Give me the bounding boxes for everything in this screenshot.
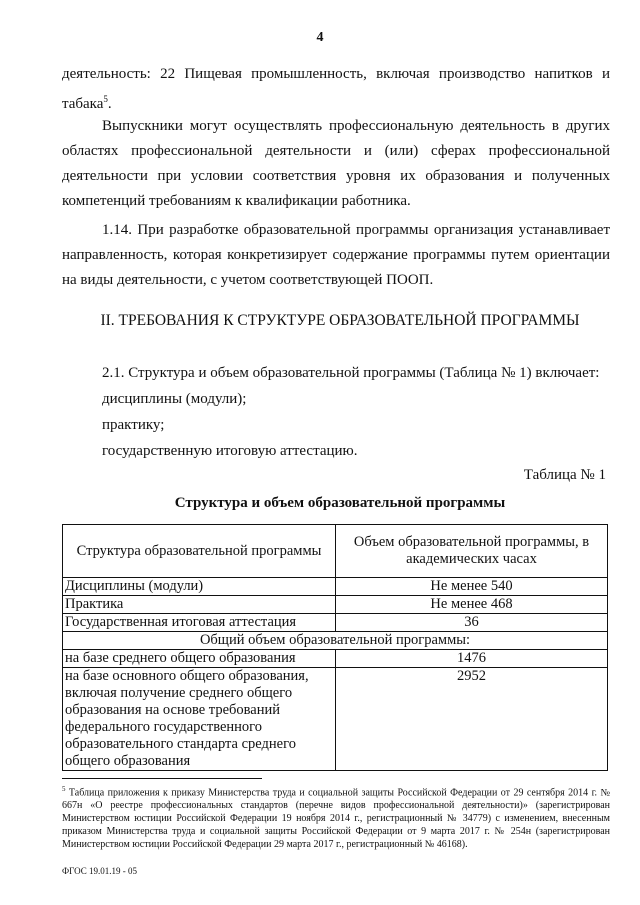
- structure-table: [62, 524, 608, 771]
- table-total-heading: Общий объем образовательной программы:: [63, 632, 608, 650]
- footnote-divider: [62, 778, 262, 779]
- table-cell-name: на базе среднего общего образования: [63, 650, 336, 668]
- table-cell-value: 36: [336, 614, 608, 632]
- footnote: [62, 783, 610, 851]
- table-total-heading-row: [63, 632, 608, 650]
- list-intro: 2.1. Структура и объем образовательной программы (Таблица № 1) включает:: [102, 365, 600, 381]
- table-label: Таблица № 1: [523, 467, 606, 483]
- table-cell-name: Практика: [63, 596, 336, 614]
- table-cell-name: Государственная итоговая аттестация: [63, 614, 336, 632]
- paragraph-continuation-text: деятельность: 22 Пищевая промышленность, включая производство напитков и табака: [62, 66, 610, 112]
- table-cell-value: 1476: [336, 650, 608, 668]
- table-title: Структура и объем образовательной программы: [174, 495, 506, 511]
- table-row: [63, 650, 608, 668]
- footnote-mark: 5: [62, 785, 66, 793]
- paragraph-continuation-end: .: [107, 96, 112, 112]
- table-cell-value: 2952: [336, 668, 608, 771]
- table-row: [63, 614, 608, 632]
- list-item-attestation: государственную итоговую аттестацию.: [102, 443, 358, 459]
- section-heading: II. ТРЕБОВАНИЯ К СТРУКТУРЕ ОБРАЗОВАТЕЛЬНОЙ ПРОГРАММЫ: [100, 312, 580, 329]
- paragraph-1-14: 1.14. При разработке образовательной программы организация устанавливает направленность, которая конкретизирует содержание программы путем ориентации на виды деятельности, с учетом соответствующей ПООП.: [62, 222, 610, 288]
- table-header-volume: Объем образовательной программы, в академических часах: [336, 525, 608, 578]
- list-item-disciplines: дисциплины (модули);: [102, 391, 247, 407]
- document-code: ФГОС 19.01.19 - 05: [62, 866, 137, 876]
- table-cell-name: Дисциплины (модули): [63, 578, 336, 596]
- table-header-row: [63, 525, 608, 578]
- table-row: [63, 596, 608, 614]
- paragraph-continuation: [62, 62, 610, 117]
- table-row: [63, 578, 608, 596]
- page-number: 4: [316, 30, 324, 45]
- table-cell-value: Не менее 540: [336, 578, 608, 596]
- footnote-reference: 5: [103, 94, 108, 104]
- list-item-practice: практику;: [102, 417, 165, 433]
- table-cell-value: Не менее 468: [336, 596, 608, 614]
- table-header-structure: Структура образовательной программы: [63, 525, 336, 578]
- table-row: [63, 668, 608, 771]
- paragraph-graduates: Выпускники могут осуществлять профессиональную деятельность в других областях профессиональной деятельности и (или) сферах профессиональной деятельности при условии соответствия уровня их образования и полученных компетенций требованиям к квалификации работника.: [62, 118, 610, 209]
- table-cell-name: на базе основного общего образования, включая получение среднего общего образования на основе требований федерального государственного образовательного стандарта среднего общего образования: [63, 668, 336, 771]
- footnote-text: Таблица приложения к приказу Министерства труда и социальной защиты Российской Федерации от 29 сентября 2014 г. № 667н «О реестре профессиональных стандартов (перечне видов профессиональной деятельности)» (зарегистрирован Министерством юстиции Российской Федерации 19 ноября 2014 г., регистрационный № 34779) с изменением, внесенным приказом Министерства труда и социальной защиты Российской Федерации от 9 марта 2017 г. № 254н (зарегистрирован Министерством юстиции Российской Федерации 29 марта 2017 г., регистрационный № 46168).: [62, 787, 611, 851]
